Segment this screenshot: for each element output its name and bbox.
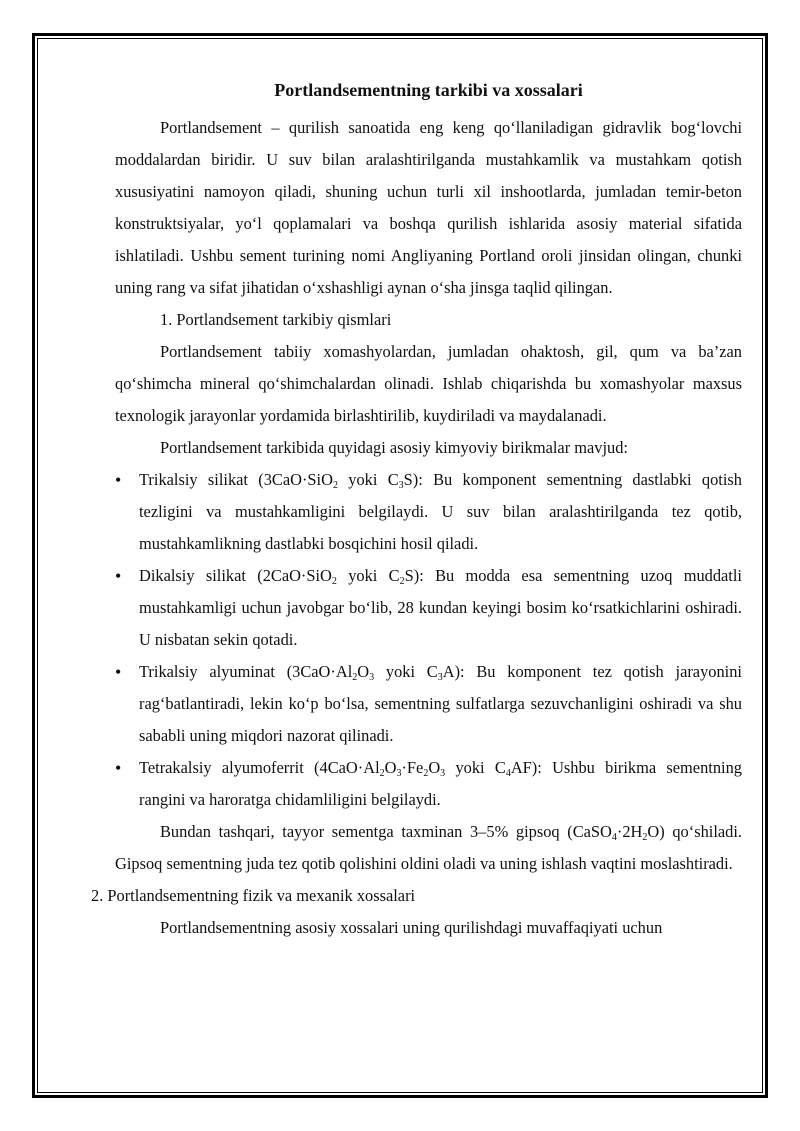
list-item-c3s: • Trikalsiy silikat (3CaO·SiO$_2$ yoki $C_3S$): Bu komponent sementning dastlabki qotish tezligini va mustahkamligini belgilaydi. U suv bilan aralashtirilganda tez qotib, mustahkamlikning dastlabki bosqichini hosil qiladi. <box>115 464 742 560</box>
list-item-c2s: • Dikalsiy silikat (2CaO·SiO$_2$ yoki $C_2S$): Bu modda esa sementning uzoq muddatli mustahkamligi uchun javobgar bo‘lib, 28 kundan keyingi bosim ko‘rsatkichlarini oshiradi. U nisbatan sekin qotadi. <box>115 560 742 656</box>
list-item-c4af: • Tetrakalsiy alyumoferrit ($4CaO\cdot Al_2O_3\cdot Fe_2O_3$ yoki $C_4AF$): Ushbu birikma sementning rangini va haroratga chidamliligini belgilaydi. <box>115 752 742 816</box>
formula: 2CaO·SiO <box>262 566 332 585</box>
section-2-paragraph-1: Portlandsementning asosiy xossalari uning qurilishdagi muvaffaqiyati uchun <box>160 918 663 937</box>
section-1-paragraph-1: Portlandsement tabiiy xomashyolardan, jumladan ohaktosh, gil, qum va ba’zan qo‘shimcha mineral qo‘shimchalardan olinadi. Ishlab chiqarishda bu xomashyolar maxsus texnologik jarayonlar yordamida birlashtirilib, kuydiriladi va maydalanadi. <box>115 342 742 425</box>
section-2-heading: 2. Portlandsementning fizik va mexanik xossalari <box>91 886 416 905</box>
compound-name: Dikalsiy silikat <box>139 566 246 585</box>
compound-name: Trikalsiy silikat <box>139 470 248 489</box>
compound-name: Tetrakalsiy alyumoferrit <box>139 758 304 777</box>
compound-name: Trikalsiy alyuminat <box>139 662 275 681</box>
intro-paragraph: Portlandsement – qurilish sanoatida eng keng qo‘llaniladigan gidravlik bog‘lovchi moddalardan biridir. U suv bilan aralashtirilganda mustahkamlik va mustahkam qotish xususiyatini namoyon qiladi, shuning uchun turli xil inshootlarda, jumladan temir-beton konstruktsiyalar, yo‘l qoplamalari va boshqa qurilish ishlarida asosiy material sifatida ishlatiladi. Ushbu sement turining nomi Angliyaning Portland oroli jinsidan olingan, chunki uning rang va sifat jihatidan o‘xshashligi aynan o‘sha jinsga taqlid qilingan. <box>115 118 742 297</box>
formula: 4CaO·Al <box>319 758 380 777</box>
compound-description: Bu komponent sementning dastlabki qotish tezligini va mustahkamligini belgilaydi. U suv bilan aralashtirilganda tez qotib, mustahkamlikning dastlabki bosqichini hosil qiladi. <box>139 470 742 553</box>
document-body <box>91 78 742 944</box>
list-item-c3a: • Trikalsiy alyuminat ($3CaO\cdot Al_2O_3$ yoki $C_3A$): Bu komponent tez qotish jarayonini rag‘batlantiradi, lekin ko‘p bo‘lsa, sementning sulfatlarga sezuvchanligini oshiradi va shu sababli uning miqdori nazorat qilinadi. <box>115 656 742 752</box>
gypsum-paragraph: Bundan tashqari, tayyor sementga taxminan 3–5% gipsoq $(CaSO_4\cdot 2H_2O)$ qo‘shiladi. Gipsoq sementning juda tez qotib qolishini oldini oladi va uning ishlash vaqtini moslashtiradi. <box>115 822 742 873</box>
formula: 3CaO·Al <box>292 662 353 681</box>
section-1-paragraph-2: Portlandsement tarkibida quyidagi asosiy kimyoviy birikmalar mavjud: <box>160 438 628 457</box>
compound-description: Ushbu birikma sementning rangini va haroratga chidamliligini belgilaydi. <box>139 758 742 809</box>
formula: 3CaO·SiO <box>263 470 333 489</box>
compound-description: Bu modda esa sementning uzoq muddatli mustahkamligi uchun javobgar bo‘lib, 28 kundan keyingi bosim ko‘rsatkichlarini oshiradi. U nisbatan sekin qotadi. <box>139 566 742 649</box>
compound-description: Bu komponent tez qotish jarayonini rag‘batlantiradi, lekin ko‘p bo‘lsa, sementning sulfatlarga sezuvchanligini oshiradi va shu sababli uning miqdori nazorat qilinadi. <box>139 662 742 745</box>
document-title: Portlandsementning tarkibi va xossalari <box>274 80 583 100</box>
compound-list <box>115 464 742 816</box>
section-1-heading: 1. Portlandsement tarkibiy qismlari <box>160 310 392 329</box>
